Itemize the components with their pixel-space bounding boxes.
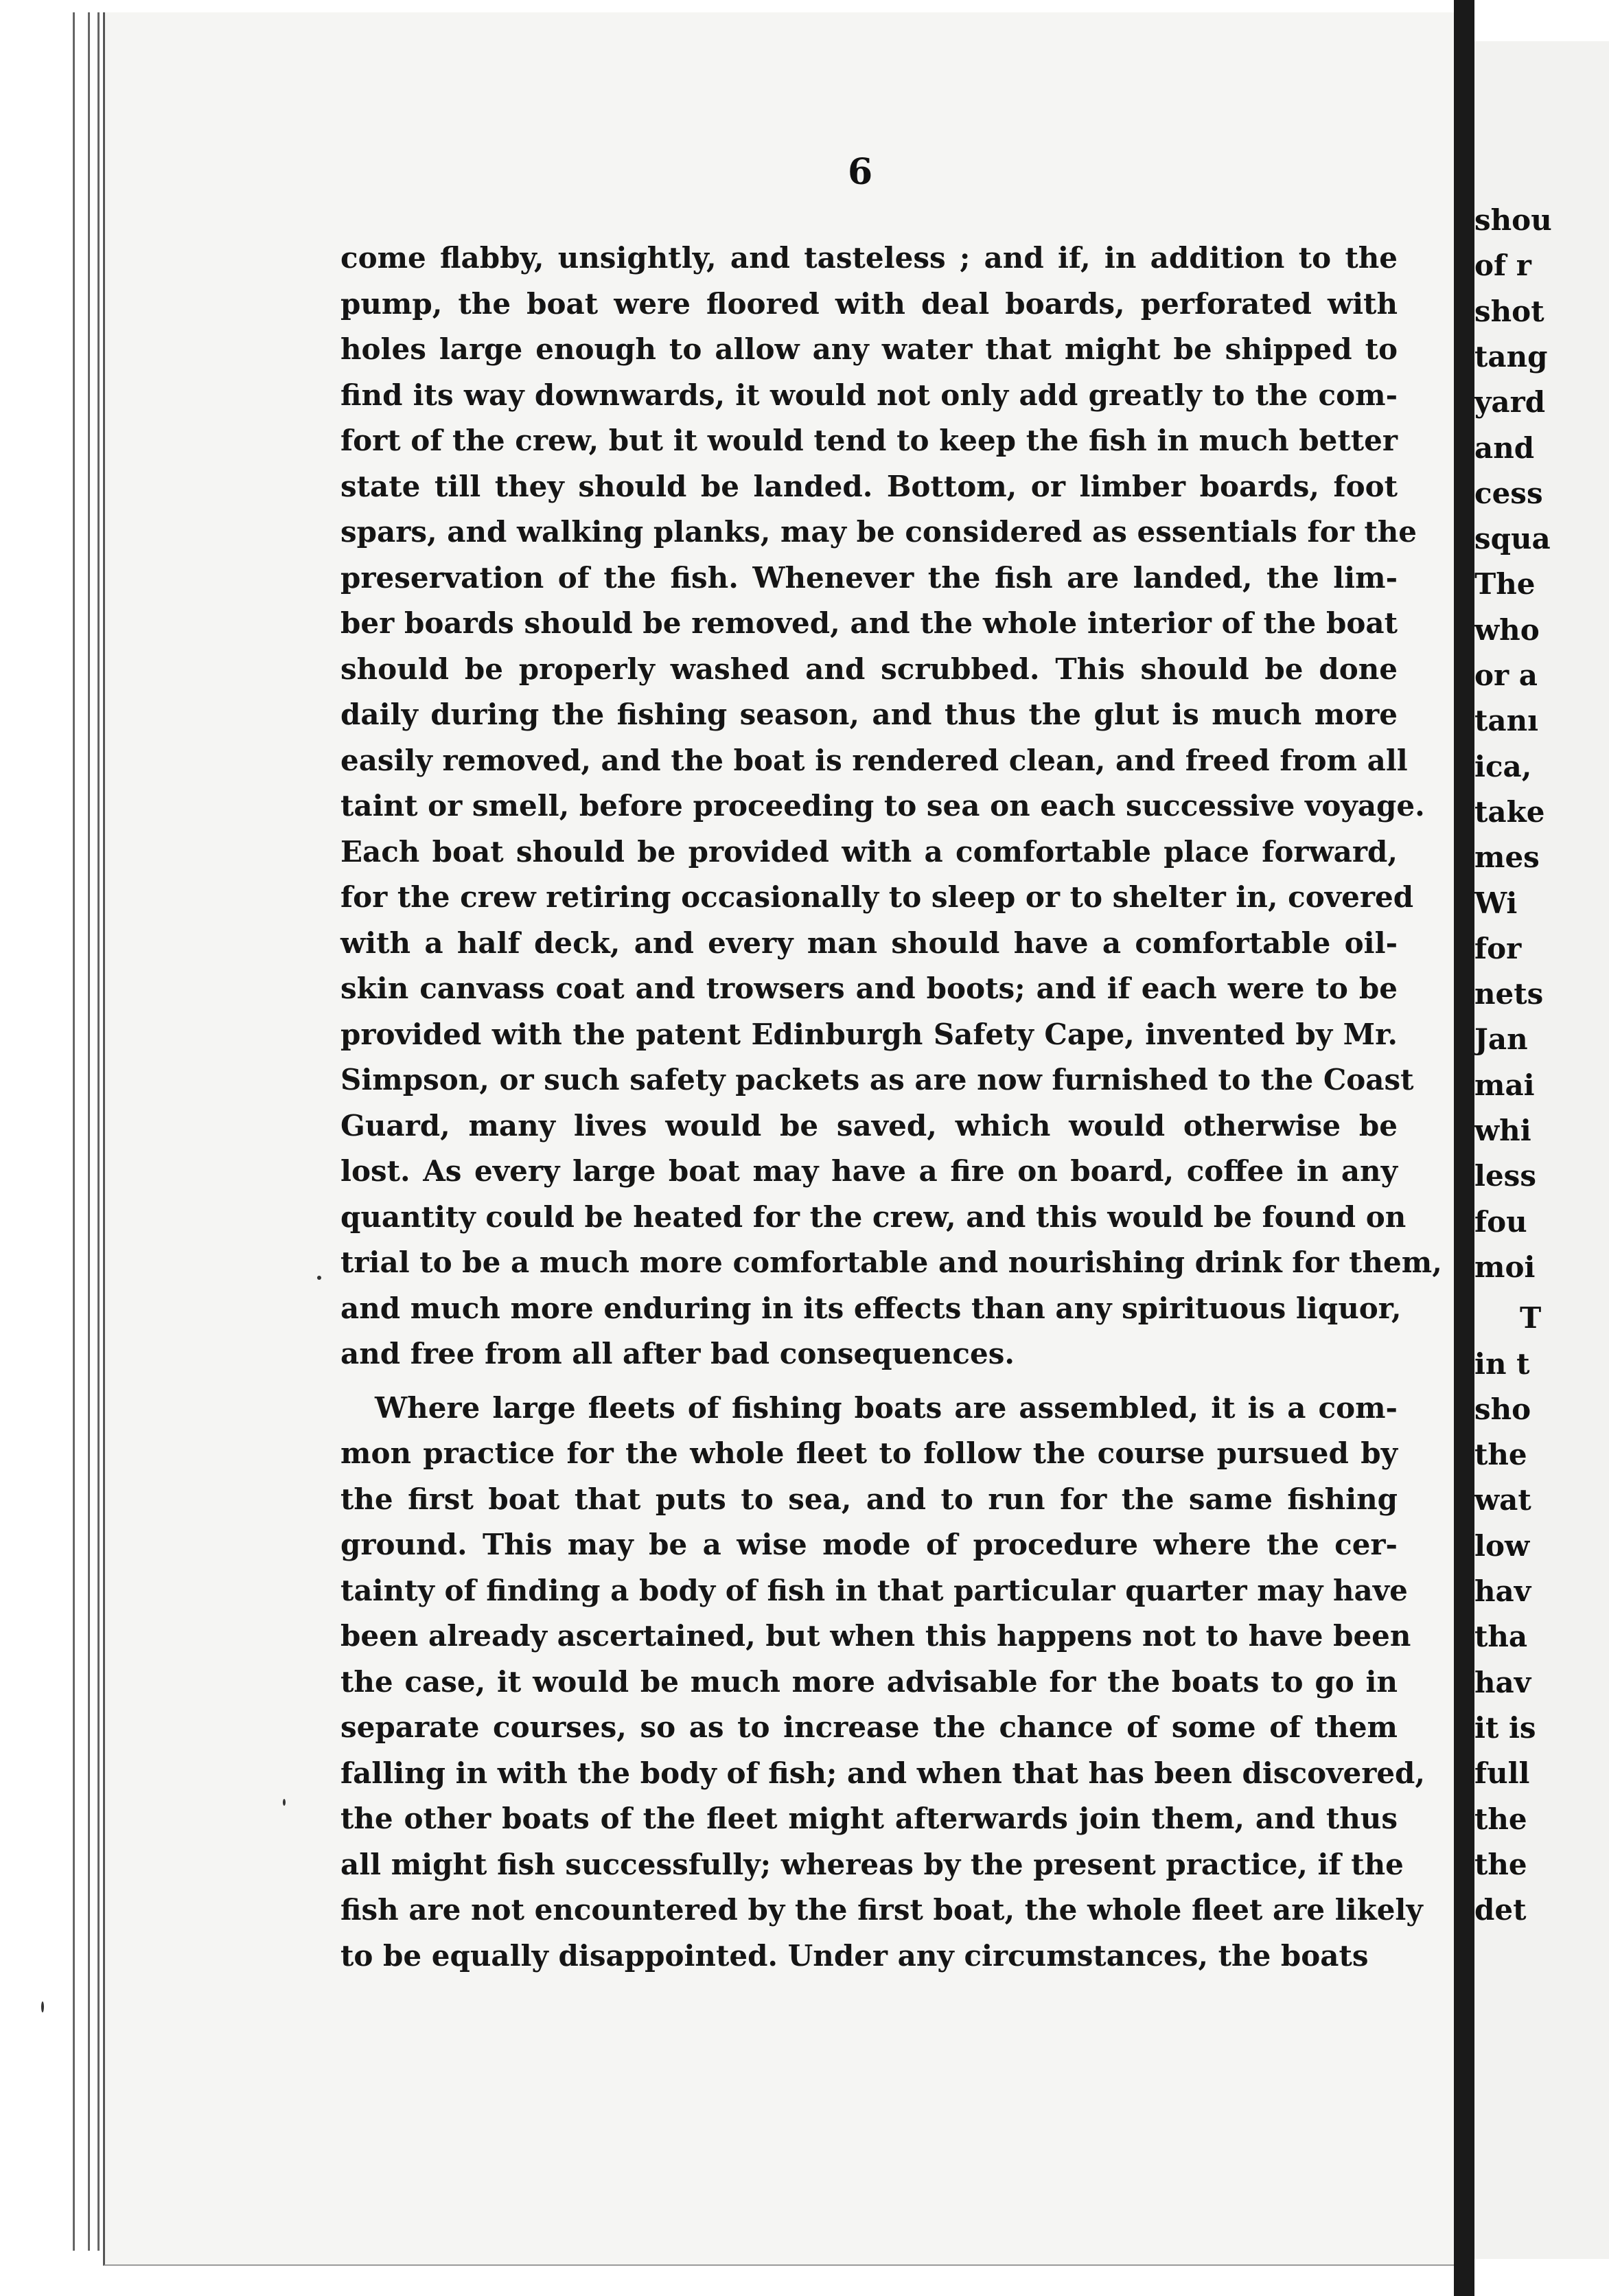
text-line: taint or smell, before proceeding to sea on each successive voyage. — [340, 789, 1425, 823]
facing-page-fragment: nets — [1474, 977, 1544, 1011]
facing-page-fragment: sho — [1474, 1392, 1531, 1426]
facing-page-fragment: full — [1474, 1756, 1530, 1790]
text-line: with a half deck, and every man should have a comfortable oil- — [340, 926, 1398, 960]
text-line: mon practice for the whole fleet to follow the course pursued by — [340, 1436, 1398, 1470]
facing-page-fragment: low — [1474, 1529, 1530, 1563]
facing-page-fragment: who — [1474, 613, 1540, 647]
text-line: ber boards should be removed, and the whole interior of the boat — [340, 606, 1398, 640]
facing-page-fragment: wat — [1474, 1483, 1531, 1517]
facing-page-fragment: Wi — [1474, 886, 1518, 920]
text-line: ground. This may be a wise mode of procedure where the cer- — [340, 1528, 1398, 1561]
facing-page-fragment: squa — [1474, 522, 1551, 555]
text-line: daily during the fishing season, and thus the glut is much more — [340, 698, 1398, 731]
text-line: all might fish successfully; whereas by the present practice, if the — [340, 1848, 1404, 1881]
text-line: holes large enough to allow any water that might be shipped to — [340, 332, 1398, 366]
facing-page — [1474, 41, 1609, 2259]
page-number: 6 — [848, 151, 873, 193]
facing-page-fragment: cess — [1474, 477, 1543, 510]
facing-page-fragment: mai — [1474, 1068, 1535, 1102]
text-line: provided with the patent Edinburgh Safety Cape, invented by Mr. — [340, 1018, 1398, 1051]
text-line: tainty of finding a body of fish in that particular quarter may have — [340, 1574, 1408, 1607]
scan-speck — [41, 2001, 44, 2012]
facing-page-fragment: or a — [1474, 658, 1538, 692]
text-line: for the crew retiring occasionally to sleep or to shelter in, covered — [340, 880, 1414, 914]
facing-page-fragment: hav — [1474, 1666, 1531, 1699]
text-line: state till they should be landed. Bottom, or limber boards, foot — [340, 470, 1398, 503]
text-line: fort of the crew, but it would tend to keep the fish in much better — [340, 424, 1398, 457]
facing-page-fragment: moi — [1474, 1250, 1536, 1284]
text-line: come flabby, unsightly, and tasteless ; and if, in addition to the — [340, 241, 1398, 275]
facing-page-fragment: the — [1474, 1438, 1527, 1471]
facing-page-fragment: yard — [1474, 385, 1546, 419]
text-line: and free from all after bad consequences. — [340, 1337, 1015, 1370]
text-line: trial to be a much more comfortable and nourishing drink for them, — [340, 1245, 1442, 1279]
facing-page-fragment: tang — [1474, 340, 1548, 374]
book-gutter — [1454, 0, 1474, 2296]
text-line: the first boat that puts to sea, and to run for the same fishing — [340, 1482, 1398, 1516]
facing-page-fragment: take — [1474, 795, 1545, 829]
text-line: spars, and walking planks, may be considered as essentials for the — [340, 515, 1417, 549]
text-line: preservation of the fish. Whenever the fish are landed, the lim- — [340, 561, 1398, 595]
text-line: to be equally disappointed. Under any circumstances, the boats — [340, 1939, 1369, 1973]
facing-page-fragment: the — [1474, 1848, 1527, 1881]
text-line: separate courses, so as to increase the chance of some of them — [340, 1710, 1398, 1744]
facing-page-fragment: mes — [1474, 840, 1540, 874]
text-line: find its way downwards, it would not only add greatly to the com- — [340, 378, 1398, 412]
facing-page-fragment: T — [1520, 1301, 1542, 1335]
page-edge — [73, 12, 75, 2251]
facing-page-fragment: The — [1474, 567, 1536, 601]
text-line: the case, it would be much more advisable for the boats to go in — [340, 1665, 1398, 1699]
facing-page-fragment: whi — [1474, 1114, 1531, 1147]
text-line: lost. As every large boat may have a fire on board, coffee in any — [340, 1154, 1398, 1188]
facing-page-fragment: shot — [1474, 295, 1544, 328]
facing-page-fragment: it is — [1474, 1711, 1536, 1745]
page-edge — [97, 12, 100, 2251]
text-line: quantity could be heated for the crew, and this would be found on — [340, 1200, 1407, 1234]
facing-page-fragment: of r — [1474, 249, 1531, 282]
text-line: falling in with the body of fish; and when that has been discovered, — [340, 1756, 1426, 1790]
scan-speck — [283, 1799, 286, 1806]
facing-page-fragment: for — [1474, 932, 1522, 965]
facing-page-fragment: and — [1474, 431, 1535, 465]
text-line: Simpson, or such safety packets as are now furnished to the Coast — [340, 1063, 1414, 1097]
facing-page-fragment: in t — [1474, 1347, 1530, 1381]
text-line: skin canvass coat and trowsers and boots; and if each were to be — [340, 972, 1398, 1005]
text-line: should be properly washed and scrubbed. This should be done — [340, 652, 1398, 686]
facing-page-fragment: tanı — [1474, 704, 1539, 737]
facing-page-fragment: hav — [1474, 1574, 1531, 1608]
text-line: been already ascertained, but when this happens not to have been — [340, 1619, 1411, 1653]
text-line: and much more enduring in its effects than any spirituous liquor, — [340, 1292, 1402, 1325]
text-line: Each boat should be provided with a comfortable place forward, — [340, 835, 1398, 869]
facing-page-fragment: the — [1474, 1802, 1527, 1836]
scan-speck — [317, 1276, 321, 1280]
text-line: easily removed, and the boat is rendered clean, and freed from all — [340, 744, 1408, 777]
facing-page-fragment: shou — [1474, 203, 1552, 237]
facing-page-fragment: tha — [1474, 1620, 1528, 1653]
text-line: Guard, many lives would be saved, which would otherwise be — [340, 1109, 1398, 1143]
page-edge — [88, 12, 90, 2251]
text-line: the other boats of the fleet might afterwards join them, and thus — [340, 1802, 1398, 1835]
facing-page-fragment: Jan — [1474, 1022, 1528, 1056]
text-line: pump, the boat were floored with deal boards, perforated with — [340, 287, 1398, 321]
facing-page-fragment: ica, — [1474, 750, 1532, 783]
facing-page-fragment: less — [1474, 1159, 1536, 1193]
text-line: fish are not encountered by the first boat, the whole fleet are likely — [340, 1893, 1423, 1927]
text-line: Where large fleets of fishing boats are assembled, it is a com- — [375, 1391, 1398, 1425]
facing-page-fragment: fou — [1474, 1205, 1527, 1239]
facing-page-fragment: det — [1474, 1893, 1527, 1927]
